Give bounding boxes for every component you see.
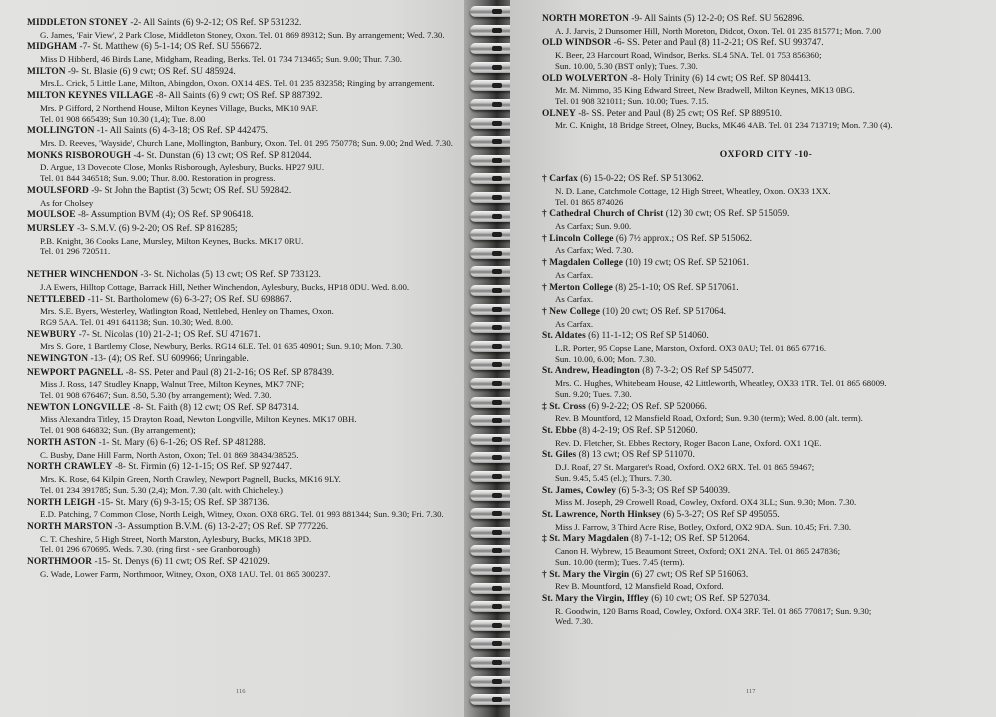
- contact-line: Sun. 10.00, 6.00; Mon. 7.30.: [555, 353, 656, 364]
- contact-line: Mrs. S.E. Byers, Westerley, Watlington Road, Nettlebed, Henley on Thames, Oxon.: [40, 306, 334, 317]
- tower-entry: [27, 498, 480, 520]
- contact-details: [542, 120, 990, 131]
- tower-name: MIDDLETON STONEY: [27, 18, 129, 28]
- contact-line: Miss M. Joseph, 29 Crowell Road, Cowley, Oxford. OX4 3LL; Sun. 9.30; Mon. 7.30.: [555, 497, 857, 508]
- contact-details: [27, 474, 480, 496]
- tower-name: St. Mary the Virgin, Iffley: [542, 594, 649, 604]
- tower-entry: [542, 307, 990, 329]
- tower-entry: [542, 209, 990, 231]
- contact-line: D. Argue, 13 Dovecote Close, Monks Risborough, Aylesbury, Bucks. HP27 9JU.: [40, 162, 325, 173]
- entry-heading: [27, 330, 480, 342]
- contact-line: Tel. 01 908 321011; Sun. 10.00; Tues. 7.15.: [555, 95, 709, 106]
- tower-name: NEWTON LONGVILLE: [27, 402, 131, 413]
- entry-heading: [27, 151, 480, 163]
- entry-heading: [27, 462, 480, 474]
- contact-line: Rev B. Mountford, 12 Mansfield Road, Oxford.: [555, 581, 724, 592]
- entry-heading: [27, 67, 480, 79]
- tower-entry: [542, 402, 990, 424]
- tower-entry: [27, 330, 480, 352]
- contact-details: [542, 50, 990, 72]
- tower-entry: [542, 234, 990, 256]
- contact-details: [542, 85, 990, 107]
- contact-details: [542, 546, 990, 568]
- tower-bell-info: -3- St. Nicholas (5) 13 cwt; OS Ref. SP 733123.: [138, 270, 321, 281]
- entry-heading: [542, 209, 990, 221]
- entry-heading: [542, 74, 990, 86]
- contact-details: [542, 462, 990, 484]
- tower-entry: [542, 38, 990, 71]
- contact-details: [27, 450, 480, 461]
- tower-bell-info: (6) 10 cwt; OS Ref. SP 527034.: [648, 594, 771, 604]
- tower-name: † New College: [542, 306, 601, 317]
- contact-details: [27, 341, 480, 352]
- contact-line: R. Goodwin, 120 Barns Road, Cowley, Oxford. OX4 3RF. Tel. 01 865 770817; Sun. 9.30;: [555, 605, 872, 616]
- tower-bell-info: -7- St. Nicolas (10) 21-2-1; OS Ref. SU 471671.: [76, 329, 261, 340]
- tower-bell-info: (8) 13 cwt; OS Ref SP 511070.: [576, 450, 695, 461]
- tower-name: OLNEY: [542, 108, 576, 119]
- entry-heading: [542, 283, 990, 295]
- tower-entry: [542, 14, 990, 36]
- tower-bell-info: -3- S.M.V. (6) 9-2-20; OS Ref. SP 816285;: [74, 223, 238, 234]
- contact-line: Tel. 01 844 346518; Sun. 9.00; Thur. 8.00. Restoration in progress.: [40, 173, 276, 184]
- contact-line: Tel. 01 234 391785; Sun. 5.30 (2,4); Mon. 7.30 (alt. with Chicheley.): [40, 484, 283, 495]
- tower-entry: [27, 91, 480, 124]
- contact-details: [542, 413, 990, 424]
- entry-heading: [542, 14, 990, 26]
- entry-heading: [27, 403, 480, 415]
- entry-heading: [27, 42, 480, 54]
- contact-details: [542, 221, 990, 232]
- tower-bell-info: (6) 5-3-3; OS Ref SP 540039.: [616, 485, 731, 496]
- contact-line: K. Beer, 23 Harcourt Road, Windsor, Berks. SL4 5NA. Tel. 01 753 856360;: [555, 49, 822, 60]
- contact-line: Tel. 01 296 670695. Weds. 7.30. (ring first - see Granborough): [40, 544, 261, 555]
- contact-line: As Carfax; Wed. 7.30.: [555, 245, 634, 256]
- tower-bell-info: -8- St. Faith (8) 12 cwt; OS Ref. SP 847314.: [130, 402, 299, 413]
- tower-entry: [27, 151, 480, 184]
- tower-entry: [542, 450, 990, 483]
- contact-line: Miss J. Ross, 147 Studley Knapp, Walnut Tree, Milton Keynes, MK7 7NF;: [40, 379, 305, 390]
- tower-entry: [27, 42, 480, 64]
- entry-heading: [542, 570, 990, 582]
- contact-details: [27, 236, 480, 258]
- entry-heading: [27, 210, 480, 222]
- tower-entry: [542, 510, 990, 532]
- contact-line: D.J. Roaf, 27 St. Margaret's Road, Oxford. OX2 6RX. Tel. 01 865 59467;: [555, 462, 815, 473]
- contact-details: [542, 245, 990, 256]
- contact-details: [27, 534, 480, 556]
- contact-line: L.R. Porter, 95 Copse Lane, Marston, Oxford. OX3 0AU; Tel. 01 865 67716.: [555, 342, 827, 353]
- contact-details: [542, 438, 990, 449]
- contact-details: [27, 282, 480, 293]
- contact-details: [542, 378, 990, 400]
- tower-bell-info: -15- St. Denys (6) 11 cwt; OS Ref. SP 421029.: [92, 557, 270, 568]
- tower-bell-info: (8) 4-2-19; OS Ref. SP 512060.: [576, 426, 698, 437]
- contact-line: A. J. Jarvis, 2 Dunsomer Hill, North Moreton, Didcot, Oxon. Tel. 01 235 815771; Mon. 7.00: [555, 25, 881, 36]
- contact-details: [27, 54, 480, 65]
- tower-name: NEWBURY: [27, 329, 77, 340]
- entry-heading: [27, 224, 480, 236]
- tower-entry: [542, 594, 990, 627]
- tower-entry: [27, 368, 480, 401]
- tower-name: † Lincoln College: [542, 233, 614, 244]
- tower-entry: [27, 354, 480, 366]
- entry-heading: [542, 331, 990, 343]
- tower-bell-info: -8- St. Firmin (6) 12-1-15; OS Ref. SP 927447.: [112, 462, 292, 473]
- entry-heading: [542, 402, 990, 414]
- tower-bell-info: (6) 27 cwt; OS Ref SP 516063.: [629, 569, 749, 580]
- contact-line: Mr. M. Nimmo, 35 King Edward Street, New Bradwell, Milton Keynes, MK13 0BG.: [555, 85, 855, 96]
- tower-name: MURSLEY: [27, 223, 75, 234]
- tower-entry: [27, 210, 480, 222]
- tower-name: ‡ St. Cross: [542, 401, 586, 412]
- contact-line: Sun. 9.45, 5.45 (el.); Thurs. 7.30.: [555, 472, 672, 483]
- tower-bell-info: (6) 7½ approx.; OS Ref. SP 515062.: [613, 233, 752, 244]
- tower-name: † Merton College: [542, 282, 613, 293]
- tower-name: NEWPORT PAGNELL: [27, 367, 124, 378]
- tower-entry: [27, 224, 480, 257]
- contact-details: [27, 103, 480, 125]
- tower-name: NORTH MARSTON: [27, 522, 113, 533]
- contact-line: Tel. 01 908 676467; Sun. 8.50, 5.30 (by arrangement); Wed. 7.30.: [40, 390, 272, 401]
- tower-name: MILTON KEYNES VILLAGE: [27, 91, 154, 102]
- entry-heading: [27, 270, 480, 282]
- tower-name: † Magdalen College: [542, 258, 623, 269]
- contact-details: [542, 581, 990, 592]
- contact-line: Mrs.L. Crick, 5 Little Lane, Milton, Abingdon, Oxon. OX14 4ES. Tel. 01 235 832358; Ringing by arrangement.: [40, 78, 435, 89]
- contact-line: N. D. Lane, Catchmole Cottage, 12 High Street, Wheatley, Oxon. OX33 1XX.: [555, 185, 831, 196]
- contact-line: J.A Ewers, Hilltop Cottage, Barrack Hill, Nether Winchendon, Aylesbury, Bucks, HP18 0DU. Wed. 8.00.: [40, 281, 410, 292]
- tower-entry: [27, 126, 480, 148]
- entry-heading: [542, 109, 990, 121]
- tower-entry: [27, 462, 480, 495]
- contact-details: [27, 30, 480, 41]
- tower-bell-info: -8- Holy Trinity (6) 14 cwt; OS Ref. SP 804413.: [627, 73, 811, 84]
- right-entry-list: [542, 14, 990, 131]
- tower-bell-info: -3- Assumption B.V.M. (6) 13-2-27; OS Ref. SP 777226.: [112, 522, 329, 533]
- entry-heading: [542, 38, 990, 50]
- contact-line: G. James, 'Fair View', 2 Park Close, Middleton Stoney, Oxon. Tel. 01 869 89312; Sun. By arrangement; Wed. 7.30.: [40, 29, 445, 40]
- tower-name: St. Giles: [542, 450, 577, 461]
- contact-line: Rev. B Mountford, 12 Mansfield Road, Oxford; Sun. 9.30 (term); Wed. 8.00 (alt. term).: [555, 413, 863, 424]
- contact-line: Wed. 7.30.: [555, 616, 593, 627]
- tower-name: ‡ St. Mary Magdalen: [542, 534, 629, 545]
- tower-bell-info: (6) 9-2-22; OS Ref. SP 520066.: [585, 401, 707, 412]
- contact-line: Tel. 01 908 646832; Sun. (By arrangement);: [40, 425, 196, 436]
- tower-bell-info: -4- St. Dunstan (6) 13 cwt; OS Ref. SP 812044.: [130, 150, 312, 161]
- contact-details: [27, 306, 480, 328]
- tower-entry: [542, 258, 990, 280]
- contact-details: [27, 569, 480, 580]
- tower-entry: [542, 283, 990, 305]
- contact-details: [542, 186, 990, 208]
- entry-heading: [542, 510, 990, 522]
- tower-entry: [542, 570, 990, 592]
- contact-line: C. Busby, Dane Hill Farm, North Aston, Oxon; Tel. 01 869 38434/38525.: [40, 449, 299, 460]
- tower-entry: [27, 270, 480, 292]
- tower-bell-info: -15- St. Mary (6) 9-3-15; OS Ref. SP 387136.: [95, 497, 270, 508]
- tower-entry: [27, 522, 480, 555]
- tower-entry: [542, 109, 990, 131]
- tower-bell-info: -1- St. Mary (6) 6-1-26; OS Ref. SP 481288.: [96, 438, 266, 449]
- contact-line: Mrs. P Gifford, 2 Northend House, Milton Keynes Village, Bucks, MK10 9AF.: [40, 102, 318, 113]
- tower-name: MOULSFORD: [27, 185, 89, 196]
- contact-line: Sun. 10.00 (term); Tues. 7.45 (term).: [555, 556, 685, 567]
- contact-details: [542, 497, 990, 508]
- entry-heading: [27, 18, 480, 30]
- entry-heading: [27, 186, 480, 198]
- tower-bell-info: -8- SS. Peter and Paul (8) 21-2-16; OS Ref. SP 878439.: [123, 367, 334, 378]
- contact-line: Sun. 10.00, 5.30 (BST only); Tues. 7.30.: [555, 60, 698, 71]
- tower-entry: [27, 67, 480, 89]
- page-number-left: 116: [236, 688, 246, 695]
- tower-name: St. James, Cowley: [542, 485, 617, 496]
- tower-bell-info: (8) 25-1-10; OS Ref. SP 517061.: [612, 282, 739, 293]
- tower-name: NORTHMOOR: [27, 557, 93, 568]
- contact-line: C. T. Cheshire, 5 High Street, North Marston, Aylesbury, Bucks, MK18 3PD.: [40, 533, 312, 544]
- tower-bell-info: (8) 7-3-2; OS Ref SP 545077.: [639, 366, 754, 377]
- page-number-right: 117: [746, 688, 756, 695]
- contact-line: RG9 5AA. Tel. 01 491 641138; Sun. 10.30; Wed. 8.00.: [40, 316, 234, 327]
- contact-details: [27, 509, 480, 520]
- tower-name: St. Ebbe: [542, 426, 577, 437]
- tower-bell-info: (10) 19 cwt; OS Ref. SP 521061.: [622, 258, 749, 269]
- entry-heading: [27, 91, 480, 103]
- tower-bell-info: -8- SS. Peter and Paul (8) 25 cwt; OS Ref. SP 889510.: [575, 108, 782, 119]
- contact-line: Mrs S. Gore, 1 Bartlemy Close, Newbury, Berks. RG14 6LE. Tel. 01 635 40901; Sun. 9.10; Mon. 7.30.: [40, 341, 403, 352]
- contact-line: Miss Alexandra Titley, 15 Drayton Road, Newton Longville, Milton Keynes. MK17 0BH.: [40, 414, 357, 425]
- contact-details: [542, 26, 990, 37]
- tower-bell-info: -9- St John the Baptist (3) 5cwt; OS Ref. SU 592842.: [88, 185, 292, 196]
- contact-line: As Carfax.: [555, 269, 594, 280]
- contact-line: Rev. D. Fletcher, St. Ebbes Rectory, Roger Bacon Lane, Oxford. OX1 1QE.: [555, 437, 822, 448]
- contact-line: Tel. 01 296 720511.: [40, 246, 111, 257]
- tower-name: MOULSOE: [27, 210, 76, 221]
- tower-name: † Carfax: [542, 174, 578, 185]
- oxford-entry-list: [542, 174, 990, 627]
- contact-details: [27, 138, 480, 149]
- tower-entry: [542, 174, 990, 207]
- contact-details: [27, 414, 480, 436]
- tower-bell-info: (8) 7-1-12; OS Ref. SP 512064.: [628, 534, 750, 545]
- tower-bell-info: -9- St. Blasie (6) 9 cwt; OS Ref. SU 485924.: [65, 66, 236, 77]
- contact-line: Sun. 9.20; Tues. 7.30.: [555, 388, 632, 399]
- tower-name: St. Lawrence, North Hinksey: [542, 510, 661, 521]
- right-page: [510, 0, 996, 717]
- entry-heading: [542, 234, 990, 246]
- entry-heading: [542, 174, 990, 186]
- tower-name: NEWINGTON: [27, 354, 89, 365]
- tower-name: NORTH ASTON: [27, 438, 97, 449]
- contact-details: [27, 162, 480, 184]
- tower-name: † Cathedral Church of Christ: [542, 209, 664, 220]
- contact-line: E.D. Patching, 7 Common Close, North Leigh, Witney, Oxon. OX8 6RG. Tel. 01 993 881344; Sun. 9.30; Fri. 7.30.: [40, 509, 444, 520]
- entry-heading: [27, 498, 480, 510]
- entry-heading: [27, 438, 480, 450]
- entry-heading: [27, 354, 480, 366]
- left-page: [0, 0, 486, 717]
- entry-heading: [27, 126, 480, 138]
- contact-details: [542, 606, 990, 628]
- tower-bell-info: -13- (4); OS Ref. SU 609966; Unringable.: [88, 354, 249, 365]
- contact-details: [542, 319, 990, 330]
- entry-heading: [542, 307, 990, 319]
- tower-entry: [27, 186, 480, 208]
- tower-name: NETHER WINCHENDON: [27, 270, 139, 281]
- tower-entry: [542, 366, 990, 399]
- entry-heading: [27, 522, 480, 534]
- tower-name: MONKS RISBOROUGH: [27, 150, 131, 161]
- tower-entry: [27, 557, 480, 579]
- contact-line: Tel. 01 865 874026: [555, 196, 624, 207]
- contact-line: Mrs. D. Reeves, 'Wayside', Church Lane, Mollington, Banbury, Oxon. Tel. 01 295 750778; Sun. 9.00; 2nd Wed. 7.30.: [40, 137, 453, 148]
- tower-bell-info: (6) 11-1-12; OS Ref SP 514060.: [585, 331, 709, 342]
- tower-bell-info: (6) 5-3-27; OS Ref SP 495055.: [660, 510, 780, 521]
- entry-heading: [542, 258, 990, 270]
- entry-heading: [542, 594, 990, 606]
- tower-entry: [27, 403, 480, 436]
- entry-heading: [27, 557, 480, 569]
- tower-name: NORTH LEIGH: [27, 497, 96, 508]
- contact-line: As Carfax.: [555, 294, 594, 305]
- contact-details: [542, 343, 990, 365]
- entry-heading: [542, 534, 990, 546]
- contact-line: As Carfax; Sun. 9.00.: [555, 220, 632, 231]
- entry-heading: [542, 486, 990, 498]
- tower-name: † St. Mary the Virgin: [542, 569, 630, 580]
- contact-details: [27, 198, 480, 209]
- left-entry-list: [27, 18, 480, 580]
- entry-heading: [542, 366, 990, 378]
- tower-entry: [27, 438, 480, 460]
- entry-heading: [27, 295, 480, 307]
- contact-line: Mr. C. Knight, 18 Bridge Street, Olney, Bucks, MK46 4AB. Tel. 01 234 713719; Mon. 7.30 (4).: [555, 120, 893, 131]
- contact-details: [27, 379, 480, 401]
- tower-entry: [542, 331, 990, 364]
- tower-name: MIDGHAM: [27, 42, 78, 53]
- tower-bell-info: -8- Assumption BVM (4); OS Ref. SP 906418.: [75, 210, 254, 221]
- contact-line: G. Wade, Lower Farm, Northmoor, Witney, Oxon, OX8 1AU. Tel. 01 865 300237.: [40, 568, 331, 579]
- tower-bell-info: -7- St. Matthew (6) 5-1-14; OS Ref. SU 556672.: [77, 42, 262, 53]
- contact-line: As Carfax.: [555, 318, 594, 329]
- entry-heading: [542, 426, 990, 438]
- contact-line: As for Cholsey: [40, 197, 94, 208]
- tower-bell-info: (6) 15-0-22; OS Ref. SP 513062.: [577, 174, 704, 185]
- tower-name: St. Aldates: [542, 331, 586, 342]
- contact-line: Miss D Hibberd, 46 Birds Lane, Midgham, Reading, Berks. Tel. 01 734 713465; Sun. 9.00; Thur. 7.30.: [40, 53, 402, 64]
- tower-name: OLD WOLVERTON: [542, 73, 628, 84]
- tower-entry: [542, 486, 990, 508]
- contact-details: [542, 522, 990, 533]
- entry-heading: [542, 450, 990, 462]
- tower-entry: [542, 74, 990, 107]
- tower-bell-info: -9- All Saints (5) 12-2-0; OS Ref. SU 562896.: [629, 14, 805, 24]
- contact-line: Mrs. C. Hughes, Whitebeam House, 42 Littleworth, Wheatley, OX33 1TR. Tel. 01 865 68009.: [555, 378, 887, 389]
- tower-name: NETTLEBED: [27, 294, 86, 305]
- contact-line: Tel. 01 908 665439; Sun 10.30 (1,4); Tue. 8.00: [40, 113, 206, 124]
- tower-name: NORTH MORETON: [542, 14, 630, 24]
- contact-line: Canon H. Wybrew, 15 Beaumont Street, Oxford; OX1 2NA. Tel. 01 865 247836;: [555, 546, 841, 557]
- tower-name: MILTON: [27, 66, 66, 77]
- contact-line: P.B. Knight, 36 Cooks Lane, Mursley, Milton Keynes, Bucks. MK17 0RU.: [40, 235, 304, 246]
- contact-details: [542, 270, 990, 281]
- tower-bell-info: -8- All Saints (6) 9 cwt; OS Ref. SP 887392.: [153, 91, 323, 102]
- contact-details: [542, 294, 990, 305]
- tower-bell-info: -2- All Saints (6) 9-2-12; OS Ref. SP 531232.: [128, 18, 302, 28]
- tower-entry: [27, 18, 480, 40]
- tower-entry: [542, 426, 990, 448]
- tower-bell-info: -1- All Saints (6) 4-3-18; OS Ref. SP 442475.: [94, 126, 268, 137]
- tower-name: St. Andrew, Headington: [542, 366, 640, 377]
- contact-details: [27, 78, 480, 89]
- tower-entry: [542, 534, 990, 567]
- contact-line: Miss J. Farrow, 3 Third Acre Rise, Botley, Oxford, OX2 9DA. Sun. 10.45; Fri. 7.30.: [555, 521, 852, 532]
- entry-heading: [27, 368, 480, 380]
- tower-bell-info: (12) 30 cwt; OS Ref. SP 515059.: [663, 209, 790, 220]
- tower-name: OLD WINDSOR: [542, 38, 612, 49]
- tower-bell-info: -11- St. Bartholomew (6) 6-3-27; OS Ref. SU 698867.: [85, 294, 292, 305]
- tower-bell-info: -6- SS. Peter and Paul (8) 11-2-21; OS Ref. SU 993747.: [611, 38, 824, 49]
- tower-entry: [27, 295, 480, 328]
- tower-name: MOLLINGTON: [27, 126, 95, 137]
- tower-name: NORTH CRAWLEY: [27, 462, 113, 473]
- section-title-oxford-city: OXFORD CITY -10-: [719, 149, 813, 161]
- contact-line: Mrs. K. Rose, 64 Kilpin Green, North Crawley, Newport Pagnell, Bucks, MK16 9LY.: [40, 474, 341, 485]
- tower-bell-info: (10) 20 cwt; OS Ref. SP 517064.: [600, 306, 727, 317]
